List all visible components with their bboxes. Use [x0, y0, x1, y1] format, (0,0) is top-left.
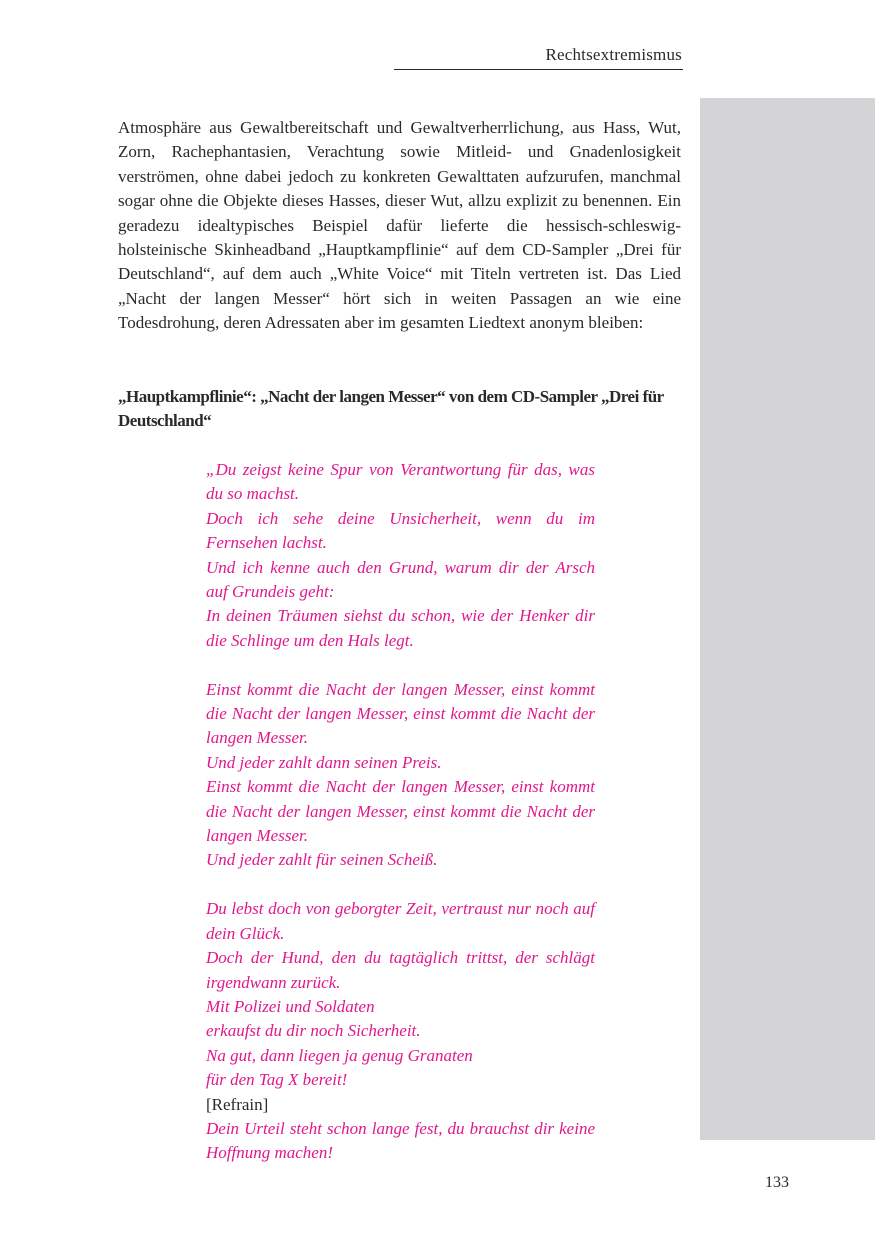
lyrics-line: Du lebst doch von geborgter Zeit, vertraust nur noch auf dein Glück.	[206, 899, 595, 943]
lyrics-line: Einst kommt die Nacht der langen Messer, einst kommt die Nacht der langen Messer, einst kommt die Nacht der langen Messer.	[206, 777, 595, 846]
lyrics-line: „Du zeigst keine Spur von Verantwortung für das, was du so machst.	[206, 460, 595, 504]
lyrics-line: Doch der Hund, den du tagtäglich trittst, der schlägt irgendwann zurück.	[206, 948, 595, 992]
lyrics-stanza-3	[206, 897, 595, 1165]
page-number: 133	[765, 1174, 789, 1191]
lyrics-line: Und jeder zahlt dann seinen Preis.	[206, 752, 442, 772]
margin-panel	[700, 98, 875, 1140]
lyrics-line: Einst kommt die Nacht der langen Messer, einst kommt die Nacht der langen Messer, einst kommt die Nacht der langen Messer.	[206, 679, 595, 748]
lyrics-line: In deinen Träumen siehst du schon, wie der Henker dir die Schlinge um den Hals legt.	[206, 606, 595, 650]
running-header: Rechtsextremismus	[545, 45, 682, 64]
lyrics-line: Na gut, dann liegen ja genug Granaten	[206, 1045, 473, 1065]
lyrics-block	[206, 458, 595, 1166]
lyrics-line: erkaufst du dir noch Sicherheit.	[206, 1021, 421, 1041]
lyrics-caption: „Hauptkampflinie“: „Nacht der langen Messer“ von dem CD-Sampler „Drei für Deutschland“	[118, 387, 664, 431]
lyrics-line: Mit Polizei und Soldaten	[206, 996, 375, 1016]
lyrics-line: Doch ich sehe deine Unsicherheit, wenn du im Fernsehen lachst.	[206, 508, 595, 553]
header-rule	[394, 69, 683, 70]
lyrics-line: Und ich kenne auch den Grund, warum dir der Arsch auf Grundeis geht:	[206, 557, 595, 602]
lyrics-line: für den Tag X bereit!	[206, 1070, 348, 1090]
lyrics-line: Dein Urteil steht schon lange fest, du brauchst dir keine Hoffnung machen!	[206, 1118, 595, 1163]
refrain-marker: [Refrain]	[206, 1094, 269, 1114]
lyrics-stanza-1	[206, 458, 595, 653]
lyrics-stanza-2	[206, 678, 595, 873]
body-paragraph: Atmosphäre aus Gewaltbereitschaft und Gewaltverherrlichung, aus Hass, Wut, Zorn, Rachephantasien, Verachtung sowie Mitleid- und Gnadenlosigkeit verströmen, ohne dabei jedoch zu konkreten Gewalttaten aufzurufen, manchmal sogar ohne die Objekte dieses Hasses, dieser Wut, allzu explizit zu benennen. Ein geradezu idealtypisches Beispiel dafür lieferte die hessisch-schleswig-holsteinische Skinheadband „Hauptkampflinie“ auf dem CD-Sampler „Drei für Deutschland“, auf dem auch „White Voice“ mit Titeln vertreten ist. Das Lied „Nacht der langen Messer“ hört sich in weiten Passagen an wie eine Todesdrohung, deren Adressaten aber im gesamten Liedtext anonym bleiben:	[118, 118, 681, 333]
lyrics-line: Und jeder zahlt für seinen Scheiß.	[206, 850, 438, 870]
